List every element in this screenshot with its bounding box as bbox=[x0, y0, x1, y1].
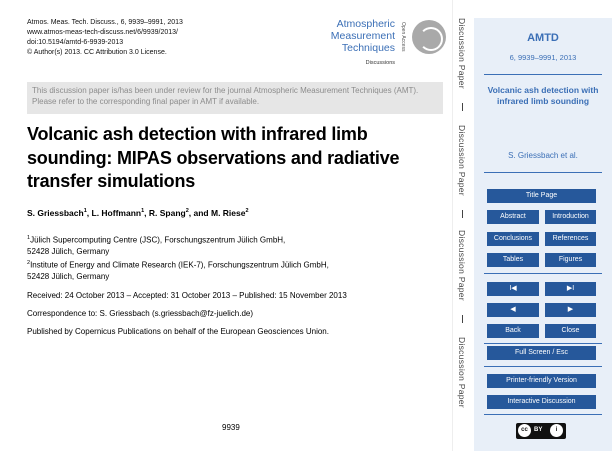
panel-citation: 6, 9939–9991, 2013 bbox=[509, 53, 577, 62]
back-button[interactable]: Back bbox=[487, 324, 539, 338]
affiliation-line: Institute of Energy and Climate Research (IEK-7), Forschungszentrum Jülich GmbH, bbox=[30, 260, 329, 270]
panel-divider bbox=[484, 366, 602, 367]
affiliation-sup: 1 bbox=[27, 235, 31, 241]
author-name: R. Spang bbox=[148, 208, 186, 218]
author-name: S. Griessbach bbox=[27, 208, 84, 218]
affiliation bbox=[27, 233, 285, 257]
publisher-note: Published by Copernicus Publications on behalf of the European Geosciences Union. bbox=[27, 327, 329, 336]
fullscreen-button[interactable]: Full Screen / Esc bbox=[487, 346, 596, 360]
author-name: L. Hoffmann bbox=[91, 208, 142, 218]
panel-divider bbox=[484, 172, 602, 173]
discussion-paper-label: Discussion Paper bbox=[457, 125, 467, 196]
review-notice: This discussion paper is/has been under review for the journal Atmospheric Measurement Techniques (AMT). Please refer to the corresponding final paper in AMT if available. bbox=[27, 82, 443, 114]
author-affil-sup: 2 bbox=[185, 208, 189, 215]
panel-author: S. Griessbach et al. bbox=[508, 151, 578, 160]
author-separator: , bbox=[86, 208, 92, 218]
panel-title: Volcanic ash detection with infrared limb sounding bbox=[487, 85, 599, 106]
page-number: 9939 bbox=[222, 423, 240, 432]
meta-line: Atmos. Meas. Tech. Discuss., 6, 9939–9991, 2013 bbox=[27, 19, 183, 26]
attribution-icon: i bbox=[550, 424, 563, 437]
tables-button[interactable]: Tables bbox=[487, 253, 539, 267]
author-affil-sup: 2 bbox=[245, 208, 249, 215]
citation-meta bbox=[27, 18, 183, 58]
meta-doi[interactable]: doi:10.5194/amtd-6-9939-2013 bbox=[27, 39, 124, 46]
divider-bar bbox=[462, 210, 463, 218]
journal-name bbox=[331, 18, 395, 54]
references-button[interactable]: References bbox=[545, 232, 596, 246]
last-page-button[interactable]: ▶I bbox=[545, 282, 596, 296]
interactive-discussion-button[interactable]: Interactive Discussion bbox=[487, 395, 596, 409]
journal-logo bbox=[320, 18, 445, 70]
journal-name-line: Measurement bbox=[330, 30, 395, 42]
prev-page-button[interactable]: ◀ bbox=[487, 303, 539, 317]
paper-title: Volcanic ash detection with infrared limb sounding: MIPAS observations and radiative transfer simulations bbox=[27, 124, 400, 191]
correspondence[interactable]: Correspondence to: S. Griessbach (s.griessbach@fz-juelich.de) bbox=[27, 309, 253, 318]
affiliation-sup: 2 bbox=[27, 260, 31, 266]
author-separator: , and bbox=[188, 208, 211, 218]
affiliation-line: 52428 Jülich, Germany bbox=[27, 271, 110, 281]
discussion-paper-label: Discussion Paper bbox=[457, 18, 467, 89]
divider-bar bbox=[462, 103, 463, 111]
introduction-button[interactable]: Introduction bbox=[545, 210, 596, 224]
cc-icon: cc bbox=[518, 424, 531, 437]
divider-bar bbox=[462, 315, 463, 323]
author-affil-sup: 1 bbox=[141, 208, 145, 215]
discussion-paper-label: Discussion Paper bbox=[457, 337, 467, 408]
close-button[interactable]: Close bbox=[545, 324, 596, 338]
title-page-button[interactable]: Title Page bbox=[487, 189, 596, 203]
figures-button[interactable]: Figures bbox=[545, 253, 596, 267]
printer-friendly-button[interactable]: Printer-friendly Version bbox=[487, 374, 596, 388]
panel-divider bbox=[484, 273, 602, 274]
meta-link[interactable]: www.atmos-meas-tech-discuss.net/6/9939/2013/ bbox=[27, 29, 178, 36]
meta-license: © Author(s) 2013. CC Attribution 3.0 License. bbox=[27, 49, 167, 56]
journal-name-line: Techniques bbox=[341, 42, 395, 54]
affiliation bbox=[27, 258, 329, 282]
globe-icon bbox=[412, 20, 446, 54]
open-access-label: Open Access bbox=[400, 22, 406, 52]
panel-divider bbox=[484, 343, 602, 344]
publication-dates: Received: 24 October 2013 – Accepted: 31 October 2013 – Published: 15 November 2013 bbox=[27, 291, 347, 300]
first-page-button[interactable]: I◀ bbox=[487, 282, 539, 296]
discussions-label: Discussions bbox=[365, 60, 395, 66]
conclusions-button[interactable]: Conclusions bbox=[487, 232, 539, 246]
by-label: BY bbox=[534, 427, 543, 433]
author-separator: , bbox=[144, 208, 149, 218]
affiliation-line: 52428 Jülich, Germany bbox=[27, 246, 110, 256]
abstract-button[interactable]: Abstract bbox=[487, 210, 539, 224]
author-affil-sup: 1 bbox=[83, 208, 87, 215]
affiliation-line: Jülich Supercomputing Centre (JSC), Forschungszentrum Jülich GmbH, bbox=[30, 235, 286, 245]
cc-license-badge[interactable] bbox=[516, 423, 566, 439]
journal-name-line: Atmospheric bbox=[336, 18, 395, 30]
discussion-paper-label: Discussion Paper bbox=[457, 230, 467, 301]
panel-divider bbox=[484, 74, 602, 75]
next-page-button[interactable]: ▶ bbox=[545, 303, 596, 317]
author-name: M. Riese bbox=[210, 208, 246, 218]
panel-divider bbox=[484, 414, 602, 415]
panel-journal: AMTD bbox=[527, 32, 559, 44]
author-list bbox=[27, 208, 249, 218]
